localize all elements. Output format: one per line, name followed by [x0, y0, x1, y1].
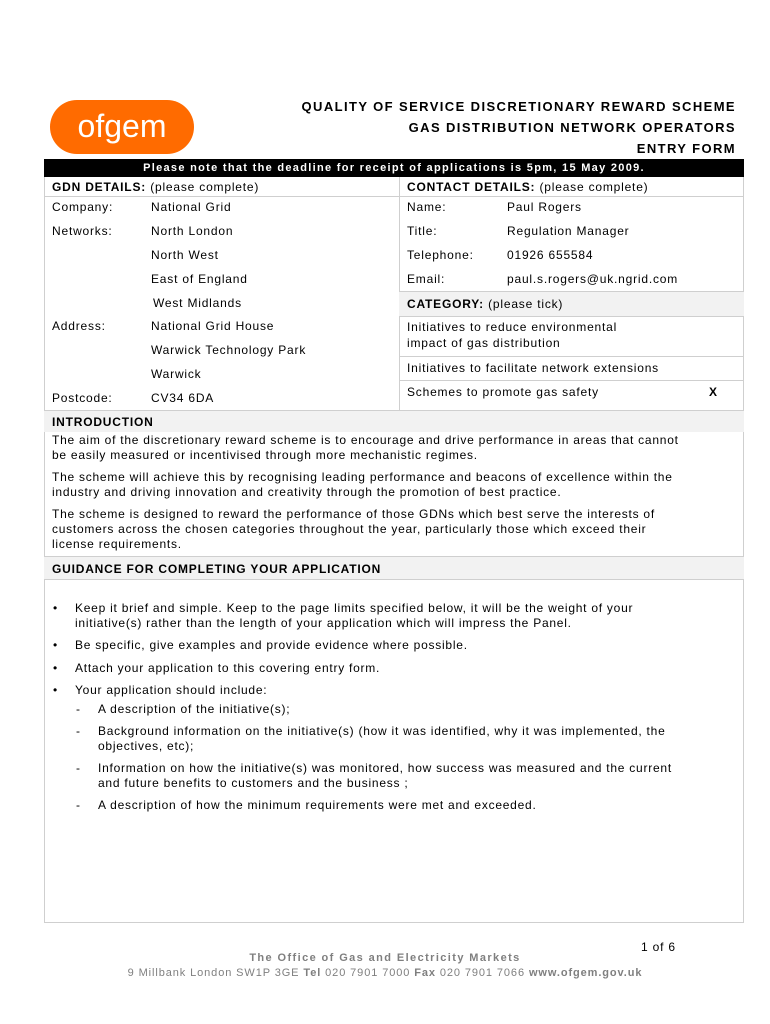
- category-option-network-extensions: Initiatives to facilitate network extensions: [407, 361, 659, 375]
- footer-tel-label: Tel: [303, 967, 322, 979]
- title-value[interactable]: Regulation Manager: [507, 224, 630, 238]
- logo-text: ofgem: [77, 108, 167, 144]
- category-divider-1: [399, 356, 744, 357]
- form-heading: [302, 96, 736, 159]
- page-number: 1 of 6: [641, 940, 676, 954]
- category-header: [407, 297, 563, 311]
- guidance-bullet-4: Your application should include:: [75, 683, 268, 697]
- address-line[interactable]: National Grid House: [151, 319, 275, 333]
- guidance-sub-item-4: A description of how the minimum requirements were met and exceeded.: [98, 798, 537, 812]
- guidance-s2-line-1: Background information on the initiative(s) (how it was identified, why it was implemented, the: [98, 724, 666, 738]
- ofgem-logo: [50, 100, 194, 154]
- footer-organisation: The Office of Gas and Electricity Markets: [249, 952, 521, 964]
- dash-icon: -: [76, 702, 81, 716]
- bullet-icon: •: [53, 661, 58, 675]
- guidance-bullet-1: [75, 601, 633, 631]
- dash-icon: -: [76, 724, 81, 738]
- category-option-gas-safety: Schemes to promote gas safety: [407, 385, 599, 399]
- intro-p3-line-1: The scheme is designed to reward the performance of those GDNs which best serve the interests of: [52, 507, 655, 521]
- name-label: Name:: [407, 200, 447, 214]
- contact-header-label: CONTACT DETAILS:: [407, 180, 536, 194]
- company-value[interactable]: National Grid: [151, 200, 232, 214]
- telephone-value[interactable]: 01926 655584: [507, 248, 594, 262]
- footer-fax: 020 7901 7066: [439, 967, 525, 979]
- footer-fax-label: Fax: [414, 967, 436, 979]
- dash-icon: -: [76, 761, 81, 775]
- guidance-bullet-3: Attach your application to this covering entry form.: [75, 661, 381, 675]
- category-divider-2: [399, 380, 744, 381]
- dash-icon: -: [76, 798, 81, 812]
- footer-tel: 020 7901 7000: [325, 967, 411, 979]
- guidance-s3-line-1: Information on how the initiative(s) was monitored, how success was measured and the current: [98, 761, 672, 775]
- category-option-environment: Initiatives to reduce environmental: [407, 320, 618, 334]
- guidance-sub-item-3: [98, 761, 672, 791]
- heading-line-3: ENTRY FORM: [636, 141, 736, 156]
- contact-details-header: [407, 180, 648, 194]
- gdn-header-label: GDN DETAILS:: [52, 180, 147, 194]
- guidance-sub-item-2: [98, 724, 666, 754]
- ofgem-logo-shape: [50, 100, 194, 154]
- guidance-header: GUIDANCE FOR COMPLETING YOUR APPLICATION: [52, 562, 382, 576]
- deadline-banner: Please note that the deadline for receipt of applications is 5pm, 15 May 2009.: [44, 159, 744, 177]
- gdn-header-note: (please complete): [150, 180, 260, 194]
- footer-contact: [0, 967, 770, 979]
- intro-p2-line-1: The scheme will achieve this by recognising leading performance and beacons of excellence within the: [52, 470, 673, 484]
- guidance-s3-line-2: and future benefits to customers and the business ;: [98, 776, 409, 790]
- network-value[interactable]: West Midlands: [153, 296, 242, 310]
- address-line[interactable]: Warwick: [151, 367, 202, 381]
- intro-p3-line-3: license requirements.: [52, 537, 182, 551]
- postcode-value[interactable]: CV34 6DA: [151, 391, 215, 405]
- heading-line-1: QUALITY OF SERVICE DISCRETIONARY REWARD SCHEME: [301, 99, 736, 114]
- introduction-paragraph-1: [52, 433, 738, 463]
- guidance-sub-item-1: A description of the initiative(s);: [98, 702, 291, 716]
- intro-p1-line-2: be easily measured or incentivised through more mechanistic regimes.: [52, 448, 478, 462]
- address-line[interactable]: Warwick Technology Park: [151, 343, 307, 357]
- gas-safety-tick-box[interactable]: X: [709, 385, 718, 399]
- bullet-icon: •: [53, 638, 58, 652]
- email-value[interactable]: paul.s.rogers@uk.ngrid.com: [507, 272, 679, 286]
- network-value[interactable]: North West: [151, 248, 219, 262]
- category-option-environment-cont: impact of gas distribution: [407, 336, 561, 350]
- telephone-label: Telephone:: [407, 248, 474, 262]
- footer-website-link[interactable]: www.ofgem.gov.uk: [528, 967, 643, 979]
- postcode-label: Postcode:: [52, 391, 113, 405]
- gdn-details-header: [52, 180, 259, 194]
- row-divider: [44, 196, 744, 197]
- guidance-bullet-2: Be specific, give examples and provide evidence where possible.: [75, 638, 468, 652]
- network-value[interactable]: East of England: [151, 272, 248, 286]
- contact-header-note: (please complete): [539, 180, 649, 194]
- introduction-paragraph-2: [52, 470, 738, 500]
- intro-p1-line-1: The aim of the discretionary reward scheme is to encourage and drive performance in areas that cannot: [52, 433, 679, 447]
- guidance-b1-line-1: Keep it brief and simple. Keep to the page limits specified below, it will be the weight of your: [75, 601, 634, 615]
- guidance-s2-line-2: objectives, etc);: [98, 739, 195, 753]
- category-header-note: (please tick): [488, 297, 564, 311]
- footer-address: 9 Millbank London SW1P 3GE: [127, 967, 300, 979]
- heading-line-2: GAS DISTRIBUTION NETWORK OPERATORS: [408, 120, 736, 135]
- title-label: Title:: [407, 224, 438, 238]
- introduction-paragraph-3: [52, 507, 738, 552]
- address-label: Address:: [52, 319, 106, 333]
- email-label: Email:: [407, 272, 446, 286]
- networks-label: Networks:: [52, 224, 113, 238]
- bullet-icon: •: [53, 601, 58, 615]
- network-value[interactable]: North London: [151, 224, 234, 238]
- intro-p3-line-2: customers across the chosen categories throughout the year, particularly those which exceed their: [52, 522, 647, 536]
- guidance-b1-line-2: initiative(s) rather than the length of your application which will impress the Panel.: [75, 616, 572, 630]
- company-label: Company:: [52, 200, 114, 214]
- name-value[interactable]: Paul Rogers: [507, 200, 582, 214]
- intro-p2-line-2: industry and driving innovation and creativity through the promotion of best practice.: [52, 485, 562, 499]
- bullet-icon: •: [53, 683, 58, 697]
- introduction-header: INTRODUCTION: [52, 415, 154, 429]
- category-header-label: CATEGORY:: [407, 297, 484, 311]
